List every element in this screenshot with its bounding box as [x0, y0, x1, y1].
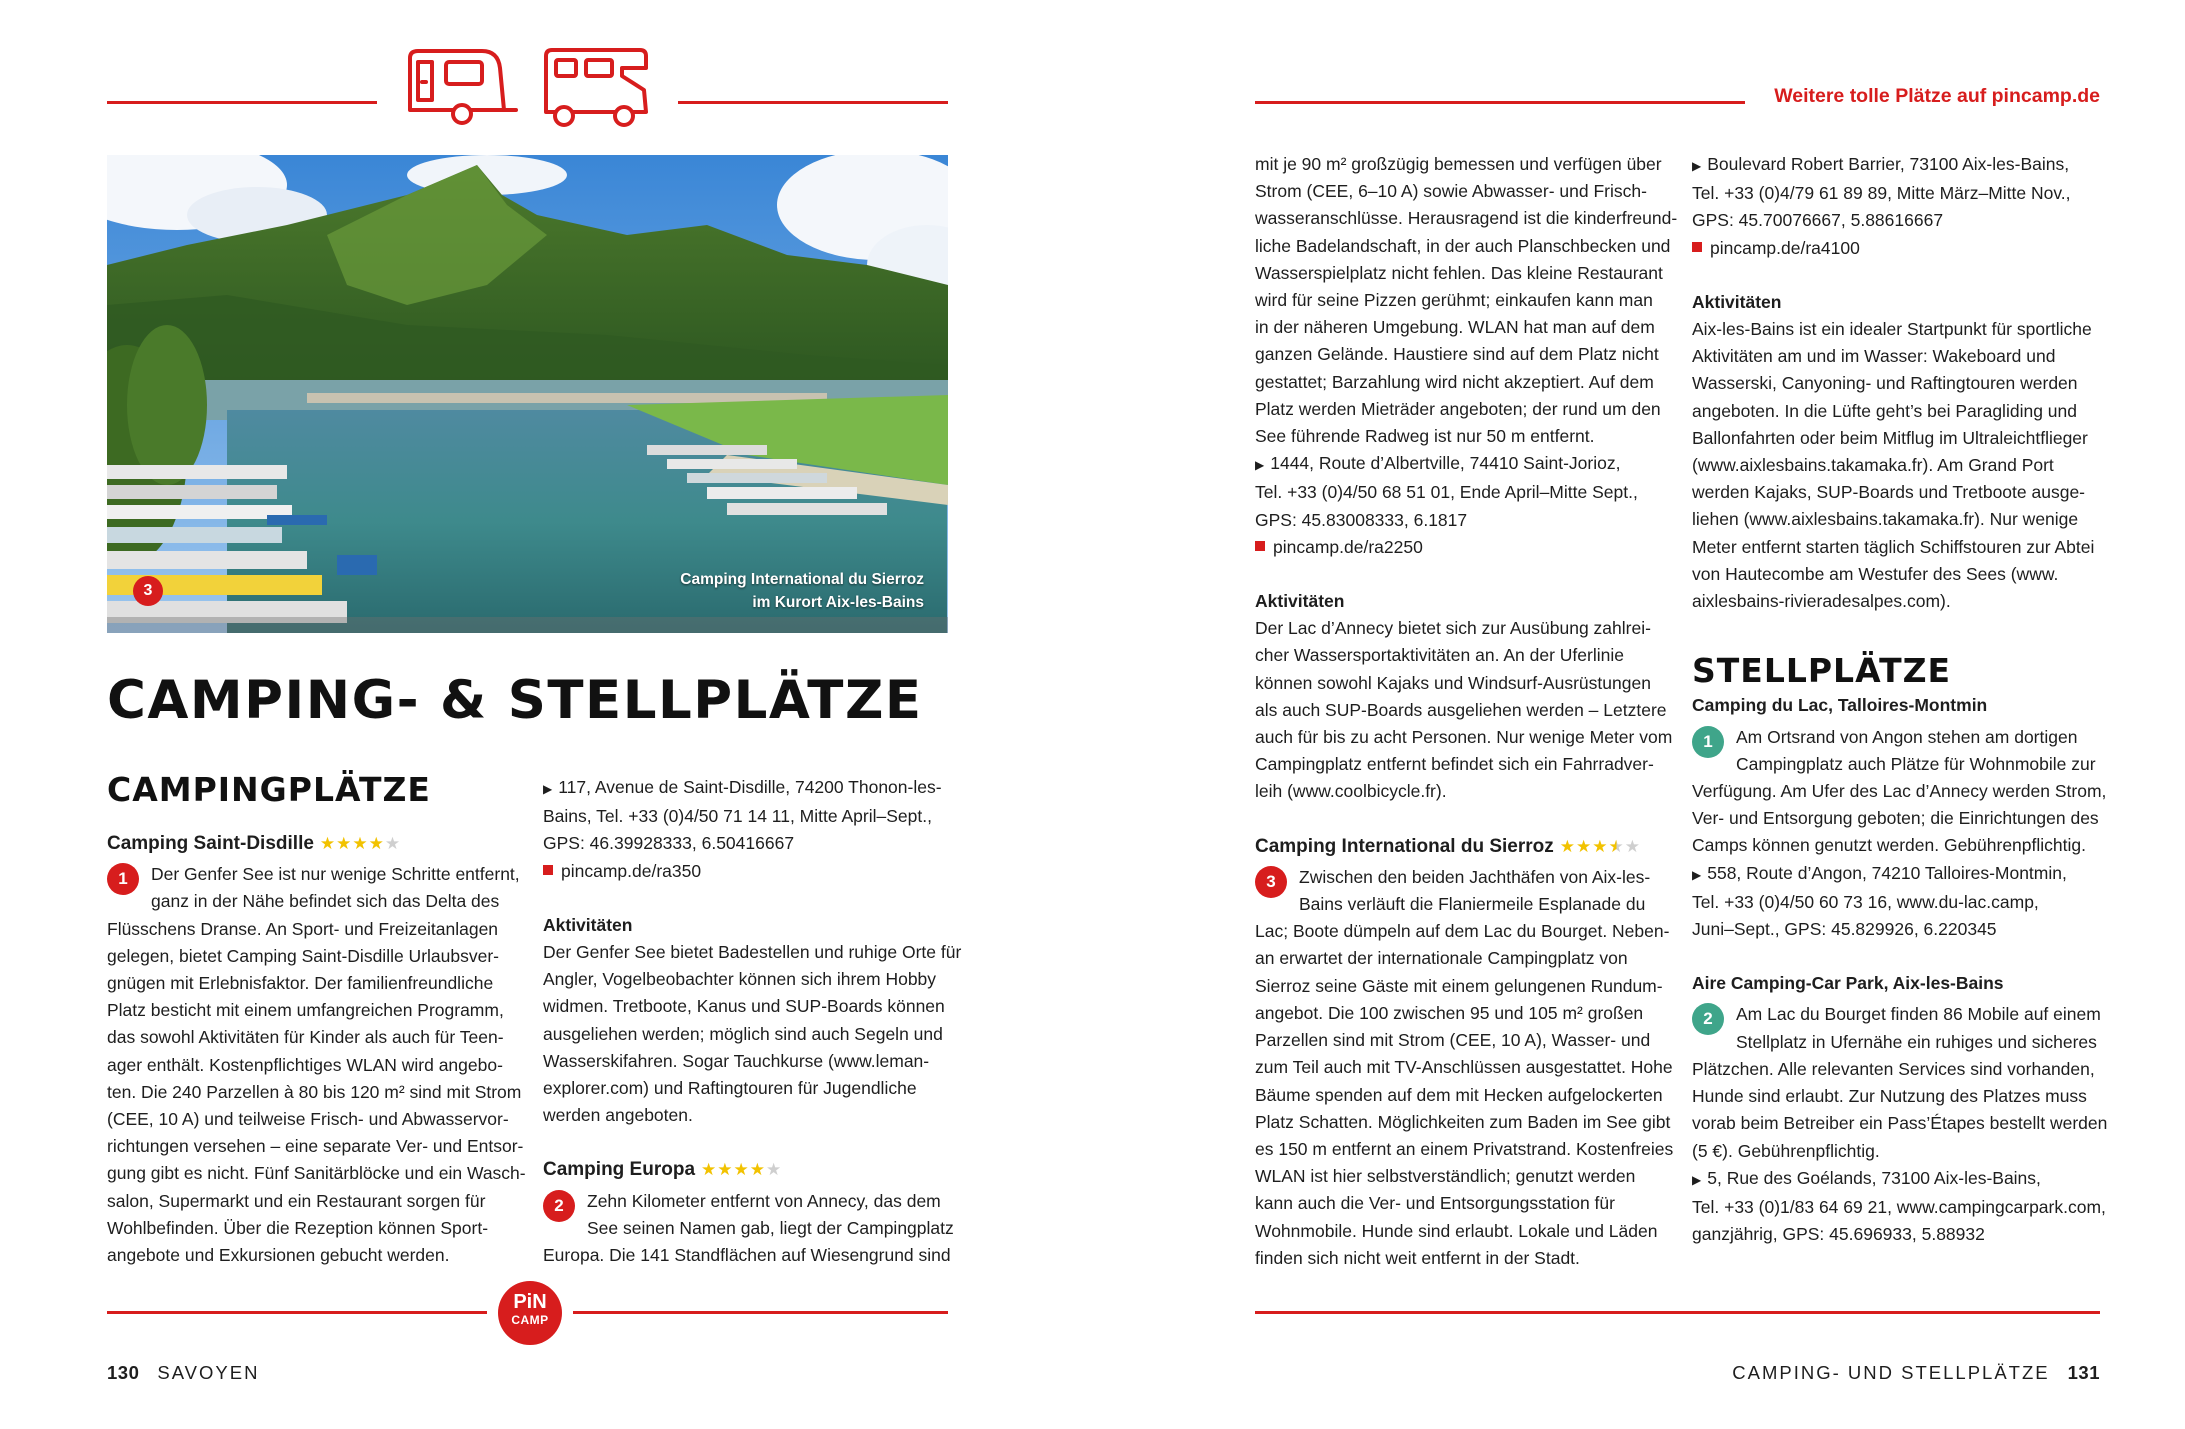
activities-line: liehen (www.aixlesbains.takamaka.fr). Nur wenige: [1692, 509, 2079, 530]
entry-3-link[interactable]: [1692, 235, 2112, 262]
footer-rule-left-a: [107, 1311, 487, 1314]
entry-2-header: [543, 1156, 963, 1183]
entry-1-line: Flüsschens Dranse. An Sport- und Freizeitanlagen: [107, 918, 499, 939]
entry-3-line: Zwischen den beiden Jachthäfen von Aix-les-: [1299, 866, 1651, 887]
activities-line: cher Wassersportaktivitäten an. An der Uferlinie: [1255, 645, 1624, 666]
entry-2-cont-line: ganzen Gelände. Haustiere sind auf dem Platz nicht: [1255, 344, 1659, 365]
stellplatz-1-badge: 1: [1692, 726, 1724, 758]
stellplatz-2-title: Aire Camping-Car Park, Aix-les-Bains: [1692, 973, 2004, 994]
entry-3-line: Lac; Boote dümpeln auf dem Lac du Bourget. Neben-: [1255, 921, 1670, 942]
entry-2-cont-line: wird für seine Pizzen gerühmt; einkaufen kann man: [1255, 290, 1653, 311]
address-text: Boulevard Robert Barrier, 73100 Aix-les-Bains,: [1707, 154, 2070, 174]
entry-2-line: Zehn Kilometer entfernt von Annecy, das dem: [587, 1190, 941, 1211]
stellplatz-2-line: Stellplatz in Ufernähe ein ruhiges und sicheres: [1736, 1031, 2097, 1052]
pincamp-logo: [498, 1281, 562, 1345]
entry-2-address-line: GPS: 45.83008333, 6.1817: [1255, 509, 1468, 530]
entry-2-title: Camping Europa: [543, 1159, 696, 1181]
page-title: CAMPING- & STELLPLÄTZE: [107, 670, 923, 731]
entry-1-address-line: GPS: 46.39928333, 6.50416667: [543, 833, 795, 854]
entry-3-title: Camping International du Sierroz: [1255, 835, 1554, 857]
entry-1-title: Camping Saint-Disdille: [107, 833, 314, 854]
activities-line: (www.aixlesbains.takamaka.fr). Am Grand Port: [1692, 455, 2054, 476]
link-text[interactable]: pincamp.de/ra4100: [1710, 237, 1860, 258]
address-marker-icon: ▶: [543, 782, 553, 796]
activities-line: als auch SUP-Boards ausgeliehen werden – Letztere: [1255, 699, 1667, 720]
address-text: 5, Rue des Goélands, 73100 Aix-les-Bains,: [1707, 1167, 2041, 1188]
address-text: 558, Route d’Angon, 74210 Talloires-Montmin,: [1707, 862, 2067, 883]
activities-line: Campingplatz entfernt befindet sich ein Fahrradver-: [1255, 754, 1654, 775]
entry-1-stars-off: ★: [384, 834, 402, 853]
entry-1-link[interactable]: [543, 858, 963, 885]
page-number-right: 131: [2067, 1362, 2100, 1383]
footer-rule-right: [1255, 1311, 2100, 1314]
stellplatz-1-title: Camping du Lac, Talloires-Montmin: [1692, 695, 1988, 716]
entry-2-stars-off: ★: [765, 1160, 783, 1180]
stellplatz-2-line: (5 €). Gebührenpflichtig.: [1692, 1140, 1880, 1161]
entry-2-address-line: Tel. +33 (0)4/50 68 51 01, Ende April–Mitte Sept.,: [1255, 482, 1638, 503]
entry-1-stars: ★★★★: [319, 834, 385, 853]
stellplatz-2-body: [1692, 1001, 2112, 1248]
pincamp-header-link[interactable]: Weitere tolle Plätze auf pincamp.de: [1774, 85, 2100, 107]
entry-3-address-line: Tel. +33 (0)4/79 61 89 89, Mitte März–Mitte Nov.,: [1692, 183, 2071, 204]
entry-1-header: [107, 830, 527, 857]
photo-caption-line2: im Kurort Aix-les-Bains: [752, 594, 924, 611]
header-rule-left-b: [678, 101, 948, 104]
entry-3-body: [1255, 864, 1685, 1272]
activities-line: können sowohl Kajaks und Windsurf-Ausrüstungen: [1255, 672, 1651, 693]
entry-1-line: Platz besticht mit einem umfangreichen Programm,: [107, 1000, 504, 1021]
entry-2-cont-line: Strom (CEE, 6–10 A) sowie Abwasser- und Frisch-: [1255, 181, 1647, 202]
entry-3-header: [1255, 833, 1685, 860]
right-column-4: [1692, 151, 2112, 1248]
entry-2-address-line: [1255, 450, 1685, 479]
photo-caption: [560, 568, 924, 614]
link-square-icon: [1255, 541, 1265, 551]
link-text[interactable]: pincamp.de/ra2250: [1273, 536, 1423, 557]
entry-2-cont-line: Wasserspielplatz nicht fehlen. Das kleine Restaurant: [1255, 262, 1663, 283]
address-text: 117, Avenue de Saint-Disdille, 74200 Thonon-les-: [558, 777, 942, 797]
activities-line: auch für bis zu acht Personen. Nur wenige Meter vom: [1255, 727, 1673, 748]
lake-photo-illustration: [107, 155, 948, 633]
entry-1-line: (CEE, 10 A) und teilweise Frisch- und Abwasservor-: [107, 1109, 509, 1130]
stellplatz-2-address-line: ganzjährig, GPS: 45.696933, 5.88932: [1692, 1224, 1985, 1245]
address-marker-icon: ▶: [1255, 458, 1265, 473]
entry-3-line: an erwartet der internationale Campingplatz von: [1255, 948, 1628, 969]
entry-3-line: angebot. Die 100 zwischen 95 und 105 m² großen: [1255, 1002, 1644, 1023]
link-square-icon: [543, 865, 553, 875]
activities-line: aixlesbains-rivieradesalpes.com).: [1692, 591, 1951, 612]
footer-section-right: CAMPING- UND STELLPLÄTZE: [1732, 1362, 2050, 1383]
entry-2-cont-line: gestattet; Barzahlung wird nicht akzeptiert. Auf dem: [1255, 371, 1654, 392]
stellplatz-2-address-line: [1692, 1165, 2112, 1194]
entry-3-line: Sierroz seine Gäste mit einem gelungenen Rundum-: [1255, 975, 1663, 996]
left-column-2: [543, 774, 963, 1269]
address-marker-icon: ▶: [1692, 867, 1702, 882]
entry-1-line: richtungen versehen – eine separate Ver- und Entsor-: [107, 1136, 524, 1157]
activities-line: explorer.com) und Raftingtouren für Jugendliche: [543, 1078, 917, 1099]
footer-section-left: SAVOYEN: [157, 1362, 260, 1383]
activities-line: widmen. Tretboote, Kanus und SUP-Boards können: [543, 996, 945, 1017]
activities-line: von Hautecombe am Westufer des Sees (www.: [1692, 563, 2059, 584]
entry-1-badge: 1: [107, 863, 139, 895]
activities-line: Der Genfer See bietet Badestellen und ruhige Orte für: [543, 942, 962, 963]
activities-line: Aktivitäten am und im Wasser: Wakeboard und: [1692, 346, 2056, 367]
section-title-stellplaetze: STELLPLÄTZE: [1692, 651, 1952, 691]
entry-2-line: Europa. Die 141 Standflächen auf Wiesengrund sind: [543, 1245, 951, 1266]
entry-3-rating: [1560, 837, 1641, 856]
link-text[interactable]: pincamp.de/ra350: [561, 860, 702, 881]
photo-badge: 3: [133, 576, 163, 606]
stellplatz-2-line: vorab beim Betreiber ein Pass’Étapes bestellt werden: [1692, 1113, 2108, 1134]
entry-3-line: WLAN ist hier selbstverständlich; genutzt werden: [1255, 1166, 1636, 1187]
stellplatz-2-line: Am Lac du Bourget finden 86 Mobile auf einem: [1736, 1004, 2101, 1025]
header-rule-left-a: [107, 101, 377, 104]
activities-line: leih (www.coolbicycle.fr).: [1255, 781, 1447, 802]
caravan-icon: [400, 46, 520, 132]
entry-1-address-line: [543, 774, 963, 803]
entry-3-line: Platz Schatten. Möglichkeiten zum Baden im See gibt: [1255, 1111, 1671, 1132]
stellplatz-1-line: Ver- und Entsorgung geboten; die Einrichtungen des: [1692, 808, 2099, 829]
footer-left: [107, 1362, 259, 1384]
activities-line: Wasserskifahren. Sogar Tauchkurse (www.leman-: [543, 1050, 930, 1071]
section-title-campingplaetze: CAMPINGPLÄTZE: [107, 770, 431, 809]
entry-2-cont-line: mit je 90 m² großzügig bemessen und verfügen über: [1255, 154, 1662, 174]
entry-1-line: gnügen mit Erlebnisfaktor. Der familienfreundliche: [107, 973, 494, 994]
footer-right: [1600, 1362, 2100, 1384]
entry-3-stars-half: ★: [1608, 836, 1625, 856]
entry-1-line: ganz in der Nähe befindet sich das Delta des: [151, 891, 500, 912]
stellplatz-1-line: Camps können genutzt werden. Gebührenpflichtig.: [1692, 835, 2086, 856]
entry-3-line: kann auch die Ver- und Entsorgungsstation für: [1255, 1193, 1615, 1214]
activities-line: Meter entfernt starten täglich Schiffstouren zur Abtei: [1692, 536, 2095, 557]
entry-1-line: ager enthält. Kostenpflichtiges WLAN wird angebo-: [107, 1054, 503, 1075]
entry-3-badge: 3: [1255, 866, 1287, 898]
entry-2-stars: ★★★★: [701, 1160, 766, 1180]
stellplatz-1-address-line: [1692, 860, 2112, 889]
entry-2-line: See seinen Namen gab, liegt der Campingplatz: [587, 1217, 954, 1238]
address-text: 1444, Route d’Albertville, 74410 Saint-Jorioz,: [1270, 453, 1621, 474]
entry-2-cont-line: wasseranschlüsse. Herausragend ist die kinderfreund-: [1255, 208, 1678, 229]
entry-1-line: ten. Die 240 Parzellen à 80 bis 120 m² sind mit Strom: [107, 1081, 522, 1102]
stellplatz-1-line: Am Ortsrand von Angon stehen am dortigen: [1736, 726, 2078, 747]
address-marker-icon: ▶: [1692, 1172, 1702, 1187]
entry-3-line: Bäume spenden auf dem mit Hecken aufgelockerten: [1255, 1084, 1663, 1105]
entry-2-cont-line: Platz werden Mieträder angeboten; der rund um den: [1255, 398, 1661, 419]
activities-title-1: Aktivitäten: [543, 914, 633, 935]
entry-2-badge: 2: [543, 1190, 575, 1222]
entry-1-rating: [320, 834, 401, 853]
activities-line: Wasserski, Canyoning- und Raftingtouren werden: [1692, 373, 2078, 394]
stellplatz-1-line: Campingplatz auch Plätze für Wohnmobile zur: [1736, 753, 2096, 774]
entry-2-cont-line: See führende Radweg ist nur 50 m entfernt.: [1255, 426, 1595, 447]
activities-line: Ballonfahrten oder beim Mitflug im Ultraleichtflieger: [1692, 427, 2088, 448]
activities-title-3: Aktivitäten: [1692, 291, 1782, 312]
activities-line: ausgeliehen werden; möglich sind auch Segeln und: [543, 1023, 943, 1044]
entry-3-line: Bains verläuft die Flaniermeile Esplanade du: [1299, 894, 1646, 915]
entry-3-stars: ★★★: [1559, 836, 1609, 856]
entry-2-rating: [701, 1160, 782, 1179]
entry-2-body: [543, 1188, 963, 1270]
activities-line: werden Kajaks, SUP-Boards und Tretboote ausge-: [1692, 482, 2085, 503]
activities-line: Aix-les-Bains ist ein idealer Startpunkt für sportliche: [1692, 319, 2092, 340]
entry-1-address-line: Bains, Tel. +33 (0)4/50 71 14 11, Mitte April–Sept.,: [543, 806, 932, 827]
stellplatz-1-address-line: Tel. +33 (0)4/50 60 73 16, www.du-lac.camp,: [1692, 891, 2039, 912]
left-column-1: [107, 830, 527, 1269]
entry-3-line: Parzellen sind mit Strom (CEE, 10 A), Wasser- und: [1255, 1030, 1651, 1051]
stellplatz-1-address-line: Juni–Sept., GPS: 45.829926, 6.220345: [1692, 919, 1997, 940]
activities-line: werden angeboten.: [543, 1105, 693, 1126]
entry-3-address-line: GPS: 45.70076667, 5.88616667: [1692, 210, 1944, 231]
pincamp-logo-top: PiN: [513, 1291, 547, 1313]
entry-2-link[interactable]: [1255, 534, 1685, 561]
photo-caption-line1: Camping International du Sierroz: [680, 571, 924, 588]
header-rule-right: [1255, 101, 1745, 104]
entry-1-line: das sowohl Aktivitäten für Kinder als auch für Teen-: [107, 1027, 504, 1048]
entry-1-line: salon, Supermarkt und ein Restaurant sorgen für: [107, 1190, 486, 1211]
entry-3-stars-off: ★: [1624, 836, 1641, 856]
activities-line: Der Lac d’Annecy bietet sich zur Ausübung zahlrei-: [1255, 618, 1651, 639]
entry-1-body: [107, 861, 527, 1269]
activities-title-2: Aktivitäten: [1255, 591, 1345, 612]
stellplatz-2-line: Plätzchen. Alle relevanten Services sind vorhanden,: [1692, 1058, 2095, 1079]
page-number-left: 130: [107, 1362, 140, 1383]
stellplatz-1-body: [1692, 724, 2112, 944]
stellplatz-2-badge: 2: [1692, 1003, 1724, 1035]
entry-3-line: zum Teil auch mit TV-Anschlüssen ausgestattet. Hohe: [1255, 1057, 1673, 1078]
entry-1-line: gung gibt es nicht. Fünf Sanitärblöcke und ein Wasch-: [107, 1163, 526, 1184]
stellplatz-2-address-line: Tel. +33 (0)1/83 64 69 21, www.campingcarpark.com,: [1692, 1196, 2106, 1217]
entry-1-line: gelegen, bietet Camping Saint-Disdille Urlaubsver-: [107, 945, 499, 966]
address-marker-icon: ▶: [1692, 159, 1702, 173]
entry-3-line: Wohnmobile. Hunde sind erlaubt. Lokale und Läden: [1255, 1220, 1658, 1241]
activities-line: Angler, Vogelbeobachter können sich ihrem Hobby: [543, 969, 937, 990]
pincamp-logo-bottom: CAMP: [511, 1313, 549, 1327]
stellplatz-1-line: Verfügung. Am Ufer des Lac d’Annecy werden Strom,: [1692, 781, 2107, 802]
motorhome-icon: [540, 46, 655, 132]
entry-3-line: es 150 m entfernt an einem Privatstrand. Kostenfreies: [1255, 1138, 1674, 1159]
entry-3-line: finden sich nicht weit entfernt in der Stadt.: [1255, 1247, 1580, 1268]
activities-line: angeboten. In die Lüfte geht’s bei Paragliding und: [1692, 400, 2077, 421]
entry-1-line: Wohlbefinden. Über die Rezeption können Sport-: [107, 1217, 489, 1238]
entry-2-cont-line: in der näheren Umgebung. WLAN hat man auf dem: [1255, 317, 1655, 338]
entry-2-cont-line: liche Badelandschaft, in der auch Planschbecken und: [1255, 235, 1671, 256]
entry-3-address-line: [1692, 151, 2112, 180]
link-square-icon: [1692, 242, 1702, 252]
stellplatz-2-line: Hunde sind erlaubt. Zur Nutzung des Platzes muss: [1692, 1086, 2087, 1107]
right-column-3: [1255, 151, 1685, 1272]
footer-rule-left-b: [573, 1311, 948, 1314]
entry-1-line: Der Genfer See ist nur wenige Schritte entfernt,: [151, 864, 520, 885]
lake-photo: [107, 155, 948, 633]
entry-1-line: angebote und Exkursionen gebucht werden.: [107, 1245, 450, 1266]
